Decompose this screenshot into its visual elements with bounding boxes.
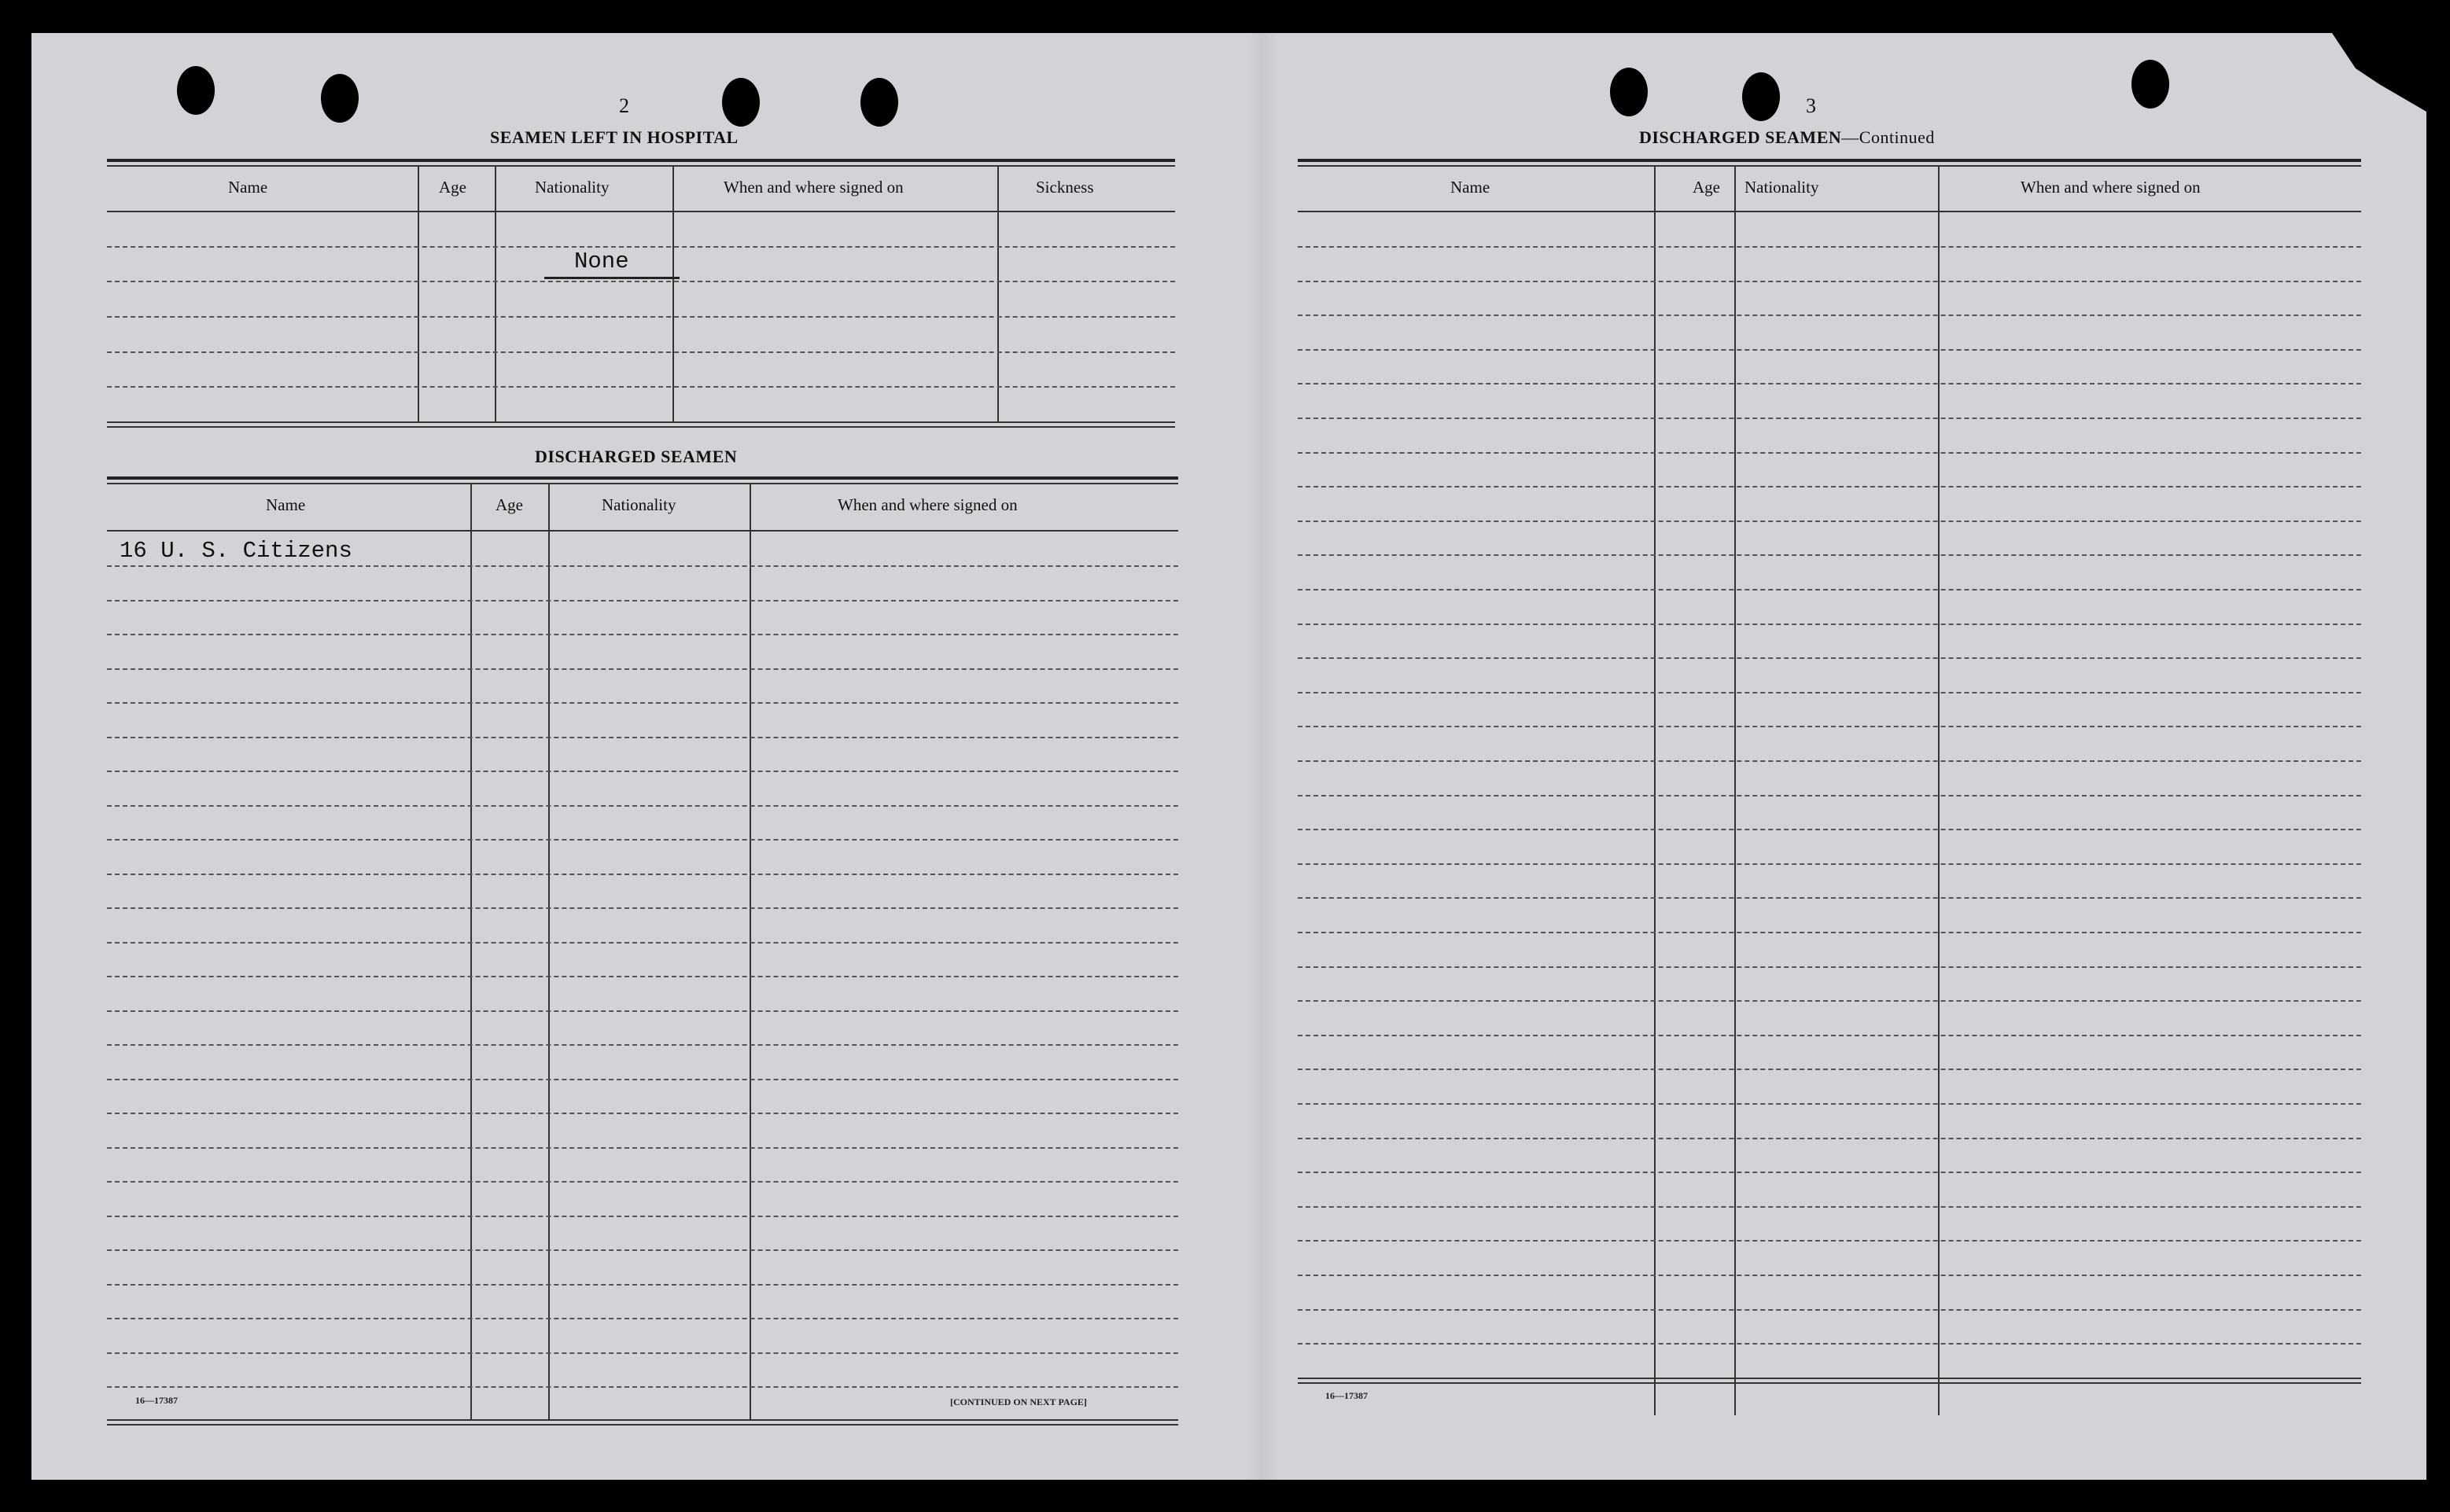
ruled-line (107, 1386, 1178, 1388)
ruled-line (1298, 897, 2361, 899)
hospital-section-title: SEAMEN LEFT IN HOSPITAL (490, 127, 739, 147)
punch-hole (722, 78, 760, 127)
ruled-line (1298, 1343, 2361, 1345)
ruled-line (1298, 1206, 2361, 1208)
discharged-continued-title (1639, 127, 1935, 148)
ruled-line (1298, 624, 2361, 625)
title-suffix: —Continued (1841, 127, 1935, 147)
punch-hole (1742, 72, 1780, 121)
ruled-line (107, 1249, 1178, 1251)
ruled-line (1298, 349, 2361, 351)
ruled-line (1298, 760, 2361, 762)
ruled-line (107, 1216, 1178, 1217)
form-number: 16—17387 (1325, 1390, 1368, 1401)
ruled-line (107, 942, 1178, 944)
hospital-entry: None (574, 248, 629, 274)
page-fold (1247, 33, 1278, 1480)
ruled-line (1298, 383, 2361, 384)
ruled-line (1298, 932, 2361, 933)
punch-hole (1610, 68, 1648, 116)
ruled-line (107, 771, 1178, 772)
ruled-line (1298, 1309, 2361, 1311)
form-number: 16—17387 (135, 1395, 178, 1406)
ruled-line (107, 976, 1178, 977)
ruled-line (1298, 486, 2361, 487)
ruled-line (1298, 829, 2361, 830)
ruled-line (107, 874, 1178, 875)
column-header-name: Name (266, 495, 306, 514)
ruled-line (1298, 246, 2361, 248)
ruled-line (1298, 1172, 2361, 1173)
ruled-line (107, 668, 1178, 670)
discharged-entry: 16 U. S. Citizens (120, 538, 352, 564)
ruled-line (107, 1318, 1178, 1319)
column-header-signed-on: When and where signed on (838, 495, 1018, 514)
ruled-line (107, 634, 1178, 635)
ruled-line (107, 907, 1178, 909)
ruled-line (107, 1147, 1178, 1149)
ruled-line (1298, 589, 2361, 590)
discharged-section-title: DISCHARGED SEAMEN (535, 447, 738, 466)
column-header-age: Age (496, 495, 523, 514)
ruled-line (107, 1010, 1178, 1012)
ruled-line (1298, 1138, 2361, 1139)
ruled-line (1298, 966, 2361, 968)
ruled-line (1298, 1103, 2361, 1105)
punch-hole (321, 74, 359, 123)
column-header-age: Age (1693, 178, 1720, 197)
ruled-line (1298, 657, 2361, 659)
ruled-line (1298, 795, 2361, 796)
ruled-line (107, 702, 1178, 704)
ruled-line (107, 1284, 1178, 1286)
punch-hole (2131, 60, 2169, 109)
ruled-line (1298, 452, 2361, 454)
ruled-line (1298, 1035, 2361, 1036)
ruled-line (107, 1079, 1178, 1080)
page-number: 3 (1806, 94, 1816, 117)
ruled-line (1298, 1069, 2361, 1070)
ruled-line (107, 600, 1178, 601)
column-header-signed-on: When and where signed on (2021, 178, 2201, 197)
ruled-line (107, 1044, 1178, 1046)
ruled-line (1298, 1275, 2361, 1276)
column-header-signed-on: When and where signed on (724, 178, 904, 197)
ruled-line (1298, 315, 2361, 316)
ruled-line (1298, 554, 2361, 556)
ruled-line (107, 1113, 1178, 1114)
ruled-line (107, 1352, 1178, 1354)
ruled-line (1298, 281, 2361, 282)
column-header-name: Name (1450, 178, 1490, 197)
ruled-line (107, 805, 1178, 807)
punch-hole (177, 66, 215, 115)
ruled-line (1298, 726, 2361, 727)
column-header-nationality: Nationality (1744, 178, 1819, 197)
ruled-line (107, 1181, 1178, 1183)
ruled-line (1298, 863, 2361, 865)
ruled-line (1298, 1000, 2361, 1002)
column-header-name: Name (228, 178, 268, 197)
ruled-line (1298, 1240, 2361, 1242)
continued-note: [CONTINUED ON NEXT PAGE] (950, 1396, 1087, 1407)
ruled-line (107, 737, 1178, 738)
ruled-line (107, 839, 1178, 841)
column-header-nationality: Nationality (602, 495, 676, 514)
punch-hole (860, 78, 898, 127)
column-header-age: Age (439, 178, 466, 197)
torn-corner (2269, 33, 2426, 112)
ruled-line (1298, 418, 2361, 419)
ruled-line (107, 565, 1178, 567)
column-header-nationality: Nationality (535, 178, 610, 197)
title-text: DISCHARGED SEAMEN (1639, 127, 1842, 147)
page-number: 2 (619, 94, 629, 117)
ruled-line (1298, 521, 2361, 522)
ruled-line (1298, 692, 2361, 693)
document-sheet (31, 33, 2426, 1480)
column-header-sickness: Sickness (1036, 178, 1094, 197)
